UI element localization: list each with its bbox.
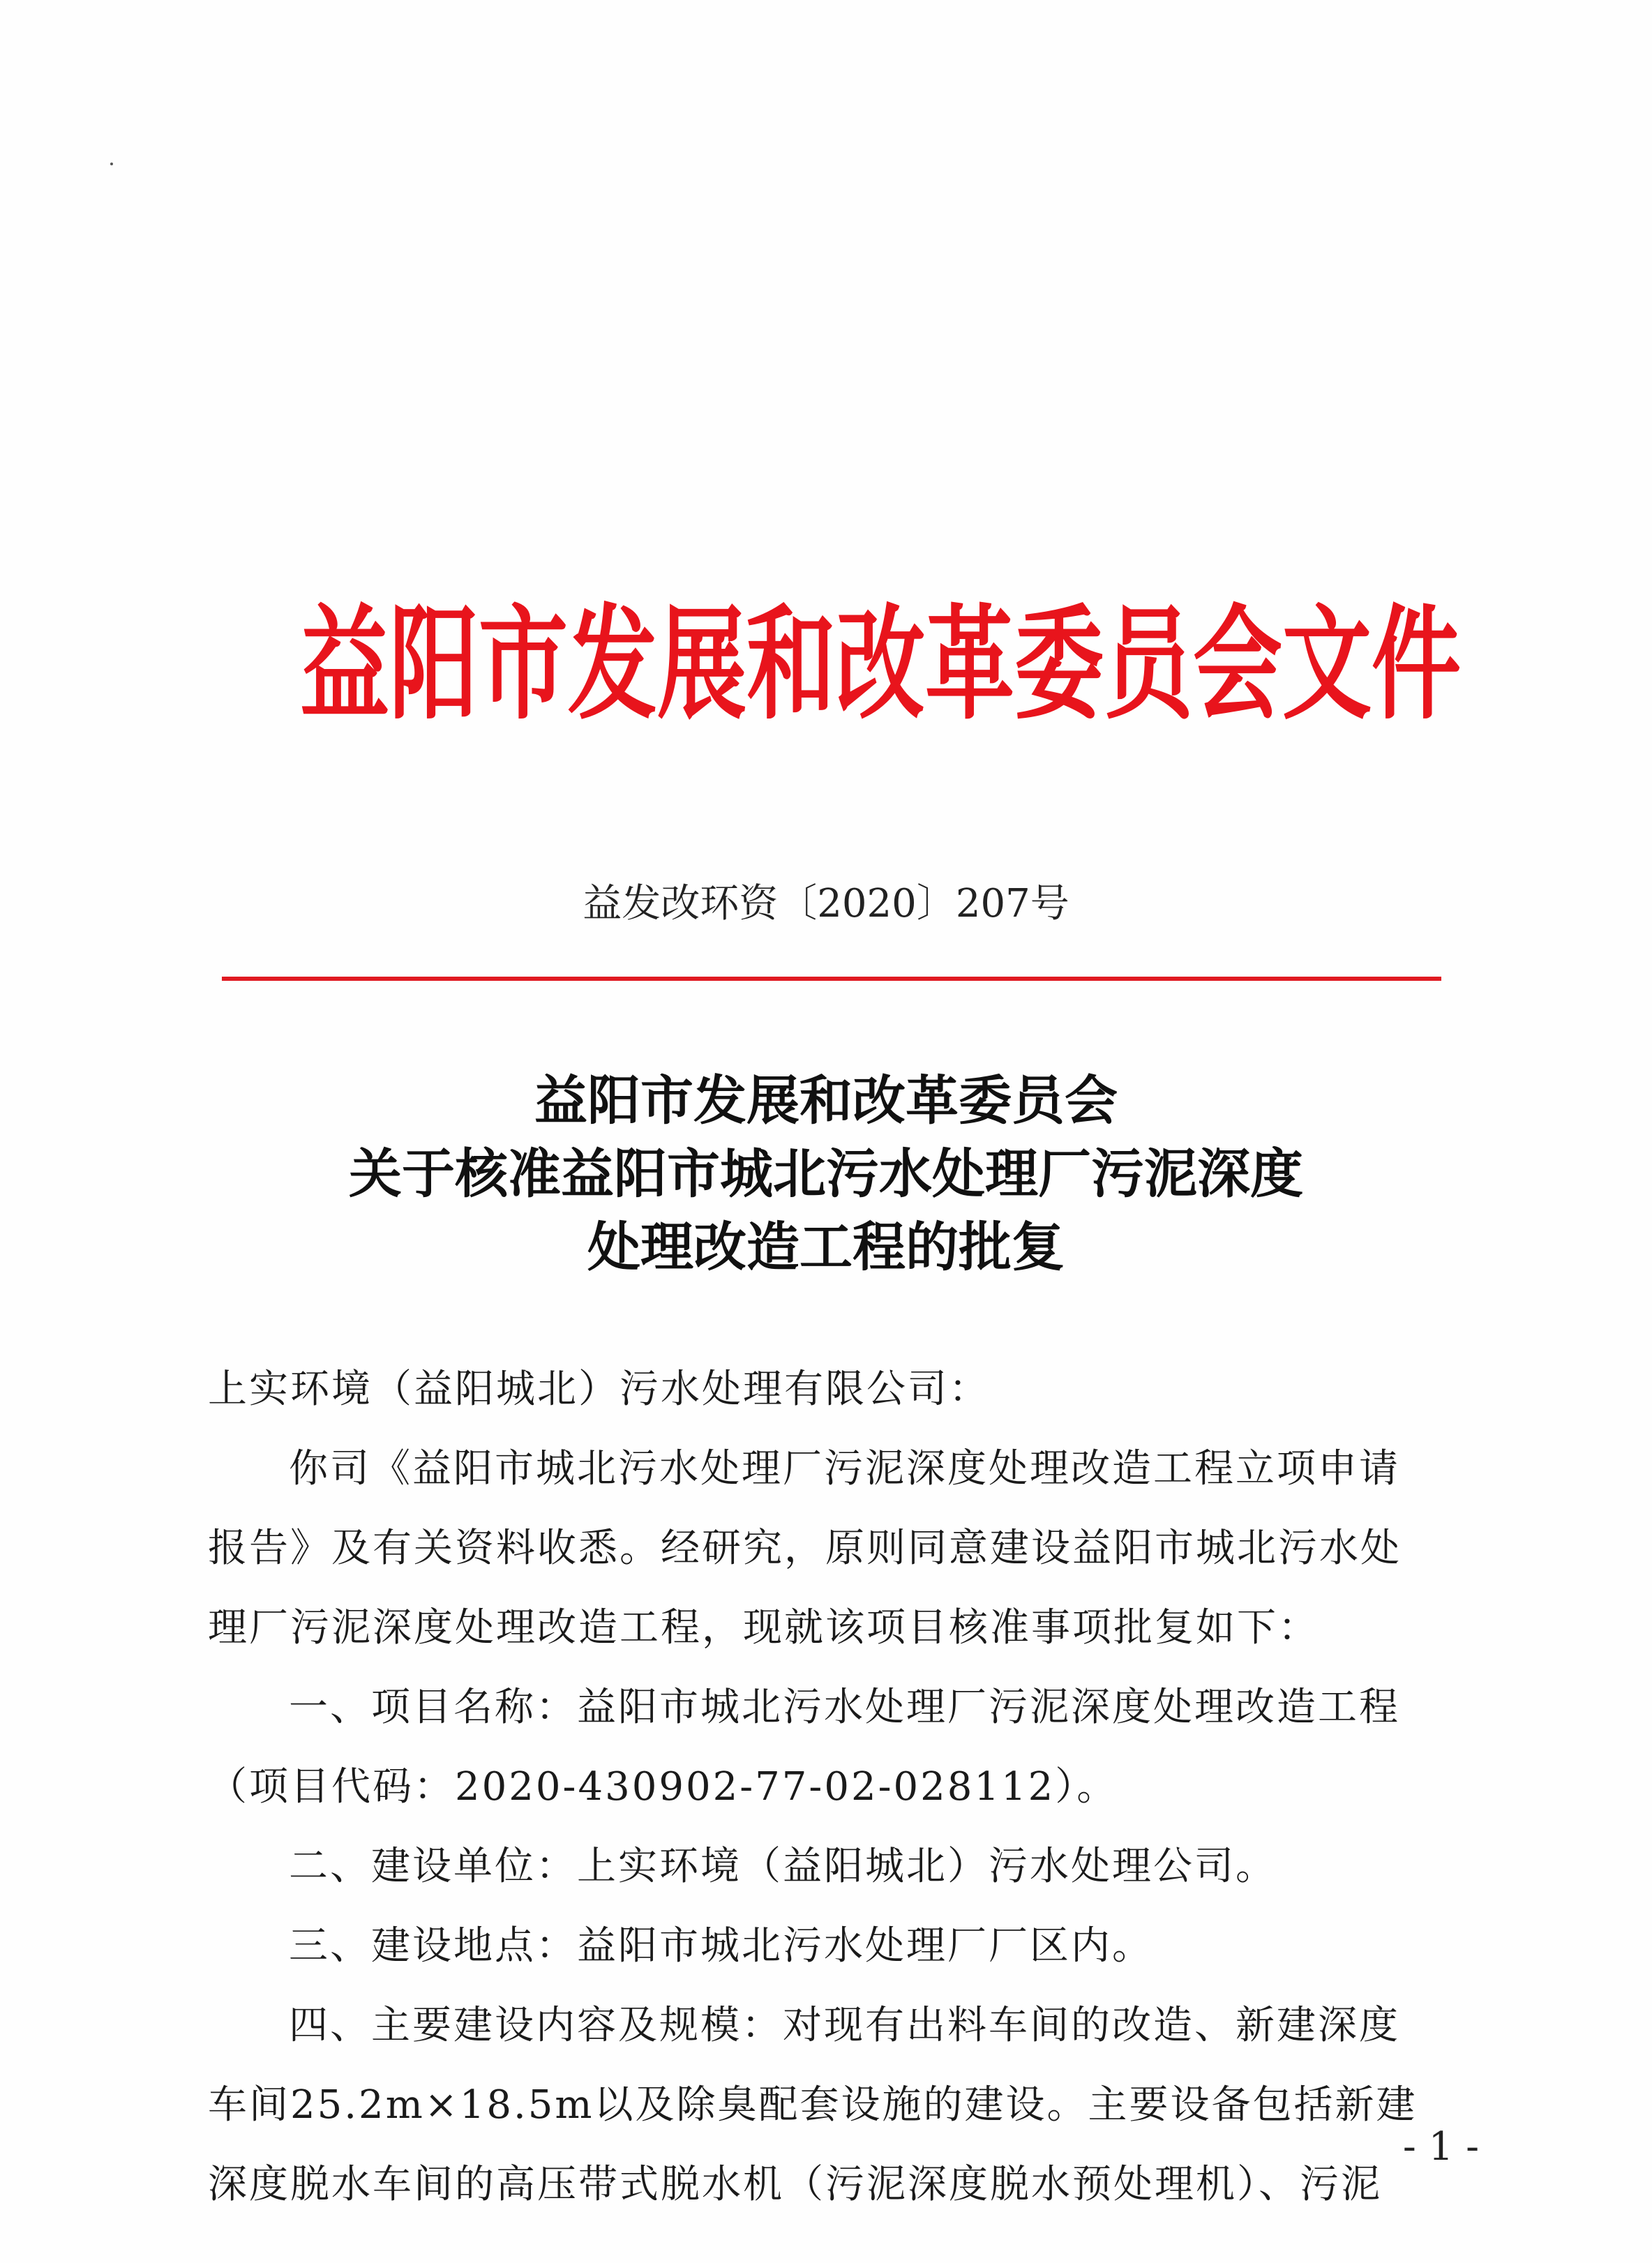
page-number: - 1 - [1402,2124,1479,2170]
document-title [0,1064,1652,1284]
body-line: （项目代码：2020-430902-77-02-028112）。 [208,1764,1118,1810]
title-line-3: 处理改造工程的批复 [587,1216,1065,1278]
body-line: 你司《益阳市城北污水处理厂污泥深度处理改造工程立项申请 [289,1446,1400,1491]
document-body [208,1350,1479,2225]
masthead-title: 益阳市发展和改革委员会文件 [300,593,1462,737]
body-line: 四、主要建设内容及规模：对现有出料车间的改造、新建深度 [289,2003,1400,2048]
document-number: 益发改环资〔2020〕207号 [583,881,1069,926]
body-line: 车间25.2m×18.5m以及除臭配套设施的建设。主要设备包括新建 [208,2082,1418,2128]
body-line: 二、建设单位：上实环境（益阳城北）污水处理公司。 [289,1844,1277,1889]
title-line-2: 关于核准益阳市城北污水处理厂污泥深度 [349,1143,1303,1205]
body-line: 报告》及有关资料收悉。经研究，原则同意建设益阳市城北污水处 [208,1526,1402,1571]
body-line: 深度脱水车间的高压带式脱水机（污泥深度脱水预处理机）、污泥 [208,2162,1382,2207]
body-line: 一、项目名称：益阳市城北污水处理厂污泥深度处理改造工程 [289,1685,1400,1730]
scan-speck [110,163,113,165]
body-line: 三、建设地点：益阳市城北污水处理厂厂区内。 [289,1923,1153,1969]
salutation: 上实环境（益阳城北）污水处理有限公司： [208,1367,990,1412]
title-line-1: 益阳市发展和改革委员会 [534,1069,1118,1132]
body-line: 理厂污泥深度处理改造工程，现就该项目核准事项批复如下： [208,1605,1319,1651]
red-separator-line [222,977,1441,981]
